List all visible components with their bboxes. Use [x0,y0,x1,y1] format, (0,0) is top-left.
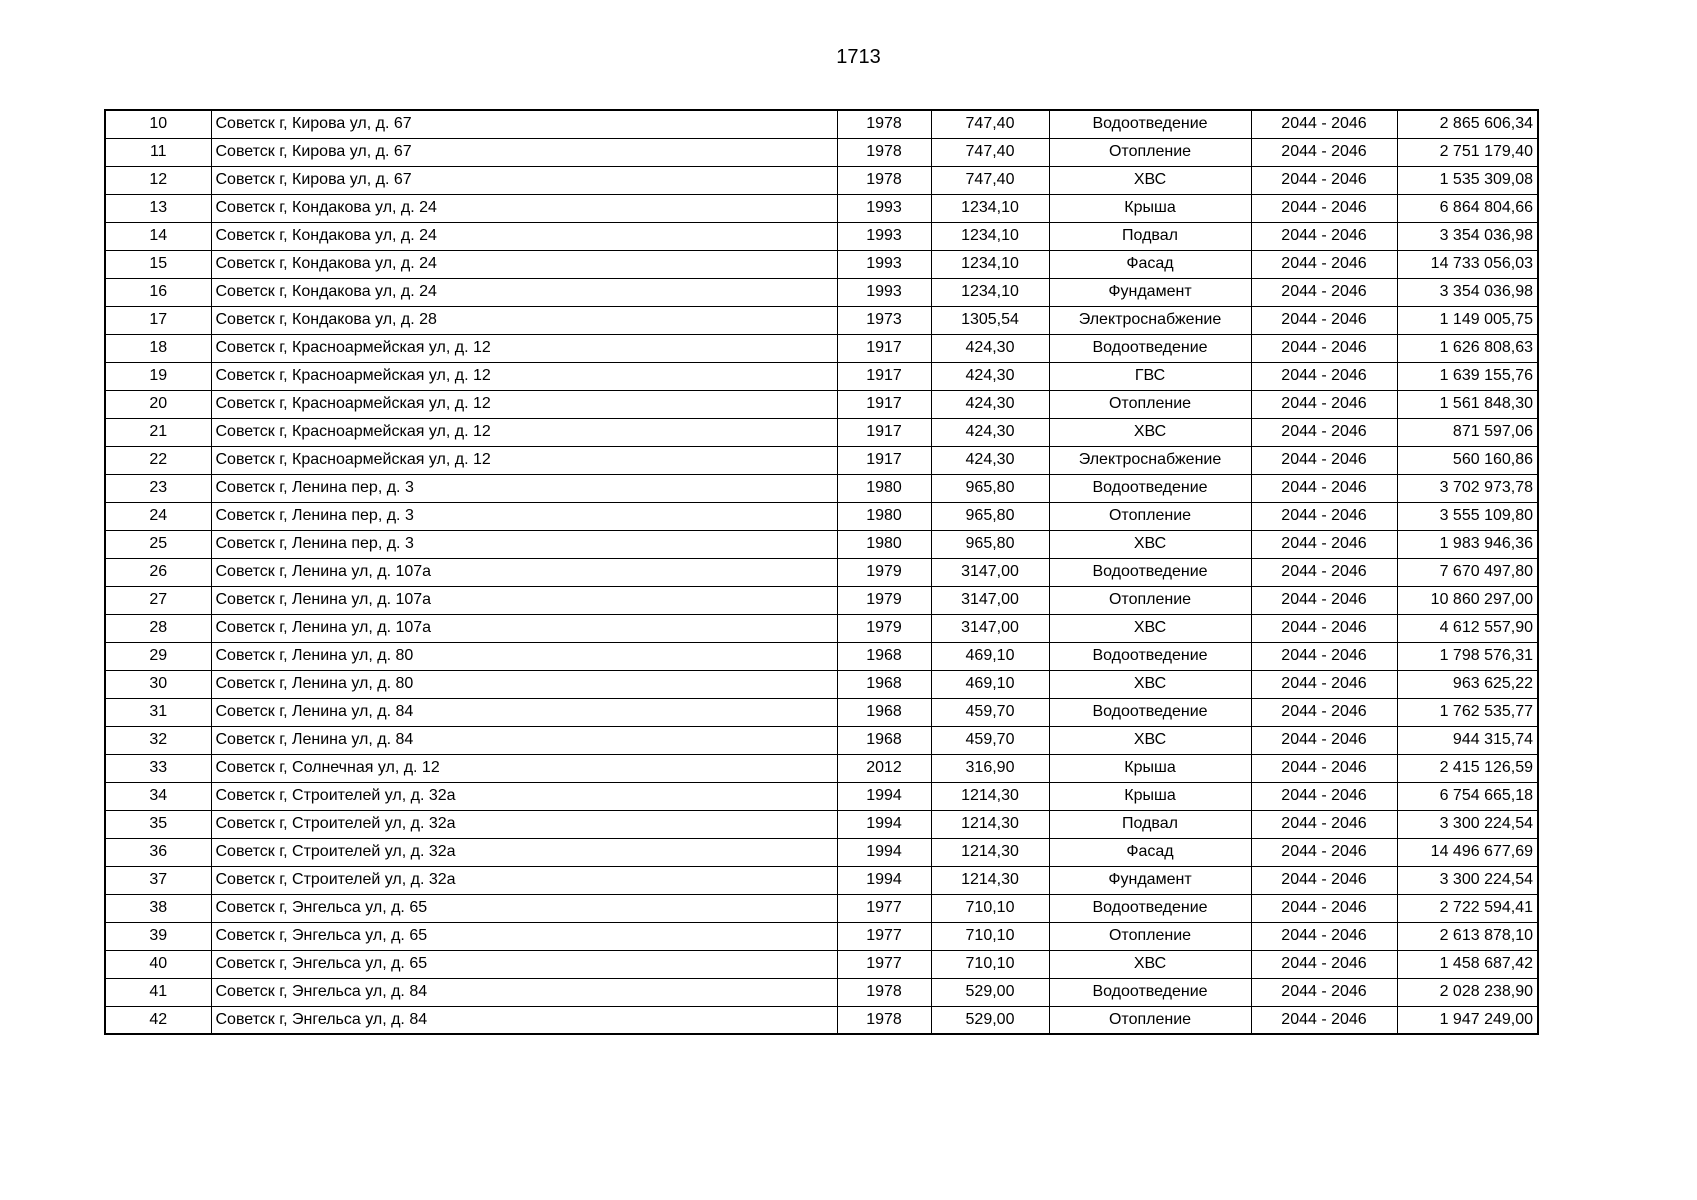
period-cell: 2044 - 2046 [1251,390,1397,418]
period-cell: 2044 - 2046 [1251,978,1397,1006]
build-year-cell: 1979 [837,558,931,586]
build-year-cell: 1993 [837,278,931,306]
row-number-cell: 41 [105,978,211,1006]
row-number-cell: 18 [105,334,211,362]
address-cell: Советск г, Ленина ул, д. 84 [211,698,837,726]
build-year-cell: 1994 [837,782,931,810]
period-cell: 2044 - 2046 [1251,838,1397,866]
cost-cell: 2 722 594,41 [1397,894,1538,922]
build-year-cell: 1994 [837,838,931,866]
row-number-cell: 28 [105,614,211,642]
row-number-cell: 13 [105,194,211,222]
work-type-cell: Отопление [1049,1006,1251,1034]
cost-cell: 963 625,22 [1397,670,1538,698]
row-number-cell: 14 [105,222,211,250]
period-cell: 2044 - 2046 [1251,250,1397,278]
build-year-cell: 1917 [837,446,931,474]
row-number-cell: 40 [105,950,211,978]
build-year-cell: 1917 [837,418,931,446]
cost-cell: 3 300 224,54 [1397,866,1538,894]
table-row [105,390,1538,418]
build-year-cell: 2012 [837,754,931,782]
cost-cell: 2 028 238,90 [1397,978,1538,1006]
address-cell: Советск г, Солнечная ул, д. 12 [211,754,837,782]
address-cell: Советск г, Красноармейская ул, д. 12 [211,418,837,446]
build-year-cell: 1979 [837,586,931,614]
table-row [105,1006,1538,1034]
build-year-cell: 1968 [837,670,931,698]
work-type-cell: Водоотведение [1049,474,1251,502]
work-type-cell: Фундамент [1049,866,1251,894]
cost-cell: 3 555 109,80 [1397,502,1538,530]
build-year-cell: 1978 [837,138,931,166]
build-year-cell: 1973 [837,306,931,334]
address-cell: Советск г, Ленина ул, д. 80 [211,670,837,698]
table-row [105,250,1538,278]
table-row [105,418,1538,446]
period-cell: 2044 - 2046 [1251,362,1397,390]
period-cell: 2044 - 2046 [1251,586,1397,614]
work-type-cell: Электроснабжение [1049,446,1251,474]
row-number-cell: 26 [105,558,211,586]
row-number-cell: 22 [105,446,211,474]
cost-cell: 10 860 297,00 [1397,586,1538,614]
period-cell: 2044 - 2046 [1251,194,1397,222]
row-number-cell: 35 [105,810,211,838]
area-cell: 1234,10 [931,222,1049,250]
build-year-cell: 1917 [837,362,931,390]
table-row [105,614,1538,642]
work-type-cell: Водоотведение [1049,558,1251,586]
work-type-cell: Отопление [1049,502,1251,530]
period-cell: 2044 - 2046 [1251,670,1397,698]
address-cell: Советск г, Ленина ул, д. 84 [211,726,837,754]
table-row [105,334,1538,362]
build-year-cell: 1968 [837,698,931,726]
area-cell: 747,40 [931,110,1049,138]
period-cell: 2044 - 2046 [1251,278,1397,306]
table-row [105,782,1538,810]
row-number-cell: 38 [105,894,211,922]
table-row [105,166,1538,194]
address-cell: Советск г, Энгельса ул, д. 65 [211,894,837,922]
period-cell: 2044 - 2046 [1251,222,1397,250]
area-cell: 1214,30 [931,866,1049,894]
work-type-cell: Крыша [1049,194,1251,222]
address-cell: Советск г, Красноармейская ул, д. 12 [211,334,837,362]
table-row [105,306,1538,334]
table-row [105,446,1538,474]
area-cell: 316,90 [931,754,1049,782]
address-cell: Советск г, Строителей ул, д. 32а [211,866,837,894]
build-year-cell: 1977 [837,894,931,922]
address-cell: Советск г, Красноармейская ул, д. 12 [211,362,837,390]
work-type-cell: ХВС [1049,166,1251,194]
period-cell: 2044 - 2046 [1251,418,1397,446]
row-number-cell: 29 [105,642,211,670]
address-cell: Советск г, Строителей ул, д. 32а [211,782,837,810]
build-year-cell: 1917 [837,334,931,362]
address-cell: Советск г, Кондакова ул, д. 24 [211,250,837,278]
row-number-cell: 30 [105,670,211,698]
cost-cell: 1 535 309,08 [1397,166,1538,194]
area-cell: 529,00 [931,1006,1049,1034]
work-type-cell: Отопление [1049,390,1251,418]
address-cell: Советск г, Ленина ул, д. 107а [211,558,837,586]
table-body [105,110,1538,1034]
row-number-cell: 39 [105,922,211,950]
period-cell: 2044 - 2046 [1251,1006,1397,1034]
table-row [105,642,1538,670]
table-row [105,138,1538,166]
period-cell: 2044 - 2046 [1251,614,1397,642]
address-cell: Советск г, Кирова ул, д. 67 [211,110,837,138]
cost-cell: 1 149 005,75 [1397,306,1538,334]
work-type-cell: Отопление [1049,586,1251,614]
address-cell: Советск г, Кондакова ул, д. 24 [211,278,837,306]
address-cell: Советск г, Красноармейская ул, д. 12 [211,390,837,418]
row-number-cell: 15 [105,250,211,278]
cost-cell: 6 754 665,18 [1397,782,1538,810]
row-number-cell: 37 [105,866,211,894]
table-row [105,502,1538,530]
cost-cell: 1 458 687,42 [1397,950,1538,978]
address-cell: Советск г, Энгельса ул, д. 84 [211,1006,837,1034]
work-type-cell: Подвал [1049,222,1251,250]
cost-cell: 14 733 056,03 [1397,250,1538,278]
period-cell: 2044 - 2046 [1251,306,1397,334]
area-cell: 1214,30 [931,782,1049,810]
row-number-cell: 17 [105,306,211,334]
work-type-cell: Электроснабжение [1049,306,1251,334]
work-type-cell: ХВС [1049,670,1251,698]
period-cell: 2044 - 2046 [1251,894,1397,922]
table-row [105,530,1538,558]
build-year-cell: 1968 [837,726,931,754]
cost-cell: 560 160,86 [1397,446,1538,474]
address-cell: Советск г, Энгельса ул, д. 84 [211,978,837,1006]
address-cell: Советск г, Кондакова ул, д. 24 [211,194,837,222]
cost-cell: 14 496 677,69 [1397,838,1538,866]
table-row [105,362,1538,390]
period-cell: 2044 - 2046 [1251,138,1397,166]
table-row [105,726,1538,754]
work-type-cell: Подвал [1049,810,1251,838]
period-cell: 2044 - 2046 [1251,922,1397,950]
work-type-cell: ХВС [1049,530,1251,558]
row-number-cell: 11 [105,138,211,166]
table-row [105,558,1538,586]
work-type-cell: Водоотведение [1049,978,1251,1006]
table-row [105,810,1538,838]
address-cell: Советск г, Ленина ул, д. 107а [211,586,837,614]
row-number-cell: 16 [105,278,211,306]
build-year-cell: 1980 [837,530,931,558]
period-cell: 2044 - 2046 [1251,110,1397,138]
work-type-cell: ХВС [1049,614,1251,642]
work-type-cell: ГВС [1049,362,1251,390]
cost-cell: 3 702 973,78 [1397,474,1538,502]
page-number: 1713 [836,46,881,68]
cost-cell: 2 613 878,10 [1397,922,1538,950]
address-cell: Советск г, Кирова ул, д. 67 [211,166,837,194]
period-cell: 2044 - 2046 [1251,446,1397,474]
cost-cell: 1 762 535,77 [1397,698,1538,726]
address-cell: Советск г, Ленина ул, д. 107а [211,614,837,642]
table-row [105,754,1538,782]
cost-cell: 2 415 126,59 [1397,754,1538,782]
row-number-cell: 25 [105,530,211,558]
row-number-cell: 36 [105,838,211,866]
table-row [105,866,1538,894]
work-type-cell: Крыша [1049,754,1251,782]
build-year-cell: 1917 [837,390,931,418]
address-cell: Советск г, Энгельса ул, д. 65 [211,922,837,950]
row-number-cell: 12 [105,166,211,194]
cost-cell: 1 561 848,30 [1397,390,1538,418]
work-type-cell: ХВС [1049,418,1251,446]
address-cell: Советск г, Ленина ул, д. 80 [211,642,837,670]
work-type-cell: Водоотведение [1049,894,1251,922]
work-type-cell: Водоотведение [1049,110,1251,138]
build-year-cell: 1980 [837,474,931,502]
period-cell: 2044 - 2046 [1251,558,1397,586]
build-year-cell: 1979 [837,614,931,642]
cost-cell: 1 983 946,36 [1397,530,1538,558]
area-cell: 965,80 [931,502,1049,530]
work-type-cell: Водоотведение [1049,334,1251,362]
cost-cell: 944 315,74 [1397,726,1538,754]
cost-cell: 871 597,06 [1397,418,1538,446]
area-cell: 1214,30 [931,838,1049,866]
area-cell: 459,70 [931,726,1049,754]
row-number-cell: 24 [105,502,211,530]
row-number-cell: 34 [105,782,211,810]
table-row [105,698,1538,726]
area-cell: 1234,10 [931,194,1049,222]
area-cell: 424,30 [931,418,1049,446]
area-cell: 3147,00 [931,614,1049,642]
area-cell: 710,10 [931,894,1049,922]
period-cell: 2044 - 2046 [1251,698,1397,726]
work-type-cell: Крыша [1049,782,1251,810]
build-year-cell: 1980 [837,502,931,530]
table-row [105,194,1538,222]
period-cell: 2044 - 2046 [1251,782,1397,810]
build-year-cell: 1993 [837,250,931,278]
row-number-cell: 33 [105,754,211,782]
area-cell: 747,40 [931,166,1049,194]
table-row [105,586,1538,614]
period-cell: 2044 - 2046 [1251,502,1397,530]
area-cell: 1234,10 [931,278,1049,306]
work-type-cell: Фасад [1049,838,1251,866]
table-row [105,670,1538,698]
build-year-cell: 1994 [837,810,931,838]
table-row [105,474,1538,502]
area-cell: 469,10 [931,670,1049,698]
table-row [105,894,1538,922]
build-year-cell: 1977 [837,922,931,950]
build-year-cell: 1968 [837,642,931,670]
period-cell: 2044 - 2046 [1251,810,1397,838]
table-row [105,110,1538,138]
work-type-cell: Водоотведение [1049,698,1251,726]
area-cell: 424,30 [931,362,1049,390]
table-row [105,278,1538,306]
area-cell: 1214,30 [931,810,1049,838]
table-row [105,838,1538,866]
cost-cell: 3 354 036,98 [1397,222,1538,250]
area-cell: 424,30 [931,446,1049,474]
area-cell: 965,80 [931,474,1049,502]
build-year-cell: 1994 [837,866,931,894]
address-cell: Советск г, Красноармейская ул, д. 12 [211,446,837,474]
area-cell: 3147,00 [931,586,1049,614]
build-year-cell: 1978 [837,1006,931,1034]
area-cell: 710,10 [931,922,1049,950]
table-row [105,950,1538,978]
work-type-cell: Фасад [1049,250,1251,278]
cost-cell: 3 354 036,98 [1397,278,1538,306]
cost-cell: 3 300 224,54 [1397,810,1538,838]
row-number-cell: 21 [105,418,211,446]
row-number-cell: 19 [105,362,211,390]
address-cell: Советск г, Ленина пер, д. 3 [211,502,837,530]
cost-cell: 7 670 497,80 [1397,558,1538,586]
work-type-cell: ХВС [1049,950,1251,978]
area-cell: 424,30 [931,334,1049,362]
address-cell: Советск г, Строителей ул, д. 32а [211,810,837,838]
build-year-cell: 1978 [837,110,931,138]
row-number-cell: 32 [105,726,211,754]
address-cell: Советск г, Ленина пер, д. 3 [211,530,837,558]
row-number-cell: 27 [105,586,211,614]
period-cell: 2044 - 2046 [1251,754,1397,782]
period-cell: 2044 - 2046 [1251,530,1397,558]
cost-cell: 4 612 557,90 [1397,614,1538,642]
build-year-cell: 1993 [837,222,931,250]
area-cell: 459,70 [931,698,1049,726]
cost-cell: 2 751 179,40 [1397,138,1538,166]
area-cell: 424,30 [931,390,1049,418]
address-cell: Советск г, Строителей ул, д. 32а [211,838,837,866]
area-cell: 965,80 [931,530,1049,558]
period-cell: 2044 - 2046 [1251,726,1397,754]
row-number-cell: 42 [105,1006,211,1034]
address-cell: Советск г, Кондакова ул, д. 24 [211,222,837,250]
row-number-cell: 10 [105,110,211,138]
period-cell: 2044 - 2046 [1251,166,1397,194]
work-type-cell: Отопление [1049,922,1251,950]
cost-cell: 1 626 808,63 [1397,334,1538,362]
cost-cell: 1 947 249,00 [1397,1006,1538,1034]
table-row [105,978,1538,1006]
area-cell: 1234,10 [931,250,1049,278]
table-row [105,922,1538,950]
row-number-cell: 20 [105,390,211,418]
period-cell: 2044 - 2046 [1251,474,1397,502]
area-cell: 710,10 [931,950,1049,978]
address-cell: Советск г, Кондакова ул, д. 28 [211,306,837,334]
period-cell: 2044 - 2046 [1251,950,1397,978]
period-cell: 2044 - 2046 [1251,642,1397,670]
build-year-cell: 1977 [837,950,931,978]
address-cell: Советск г, Кирова ул, д. 67 [211,138,837,166]
work-type-cell: Отопление [1049,138,1251,166]
area-cell: 469,10 [931,642,1049,670]
cost-cell: 2 865 606,34 [1397,110,1538,138]
cost-cell: 1 639 155,76 [1397,362,1538,390]
work-type-cell: Водоотведение [1049,642,1251,670]
cost-cell: 1 798 576,31 [1397,642,1538,670]
cost-cell: 6 864 804,66 [1397,194,1538,222]
table-row [105,222,1538,250]
build-year-cell: 1978 [837,978,931,1006]
work-type-cell: Фундамент [1049,278,1251,306]
address-cell: Советск г, Ленина пер, д. 3 [211,474,837,502]
area-cell: 3147,00 [931,558,1049,586]
area-cell: 529,00 [931,978,1049,1006]
period-cell: 2044 - 2046 [1251,334,1397,362]
work-type-cell: ХВС [1049,726,1251,754]
repair-schedule-table [104,109,1539,1035]
build-year-cell: 1978 [837,166,931,194]
row-number-cell: 31 [105,698,211,726]
area-cell: 1305,54 [931,306,1049,334]
period-cell: 2044 - 2046 [1251,866,1397,894]
build-year-cell: 1993 [837,194,931,222]
row-number-cell: 23 [105,474,211,502]
address-cell: Советск г, Энгельса ул, д. 65 [211,950,837,978]
area-cell: 747,40 [931,138,1049,166]
